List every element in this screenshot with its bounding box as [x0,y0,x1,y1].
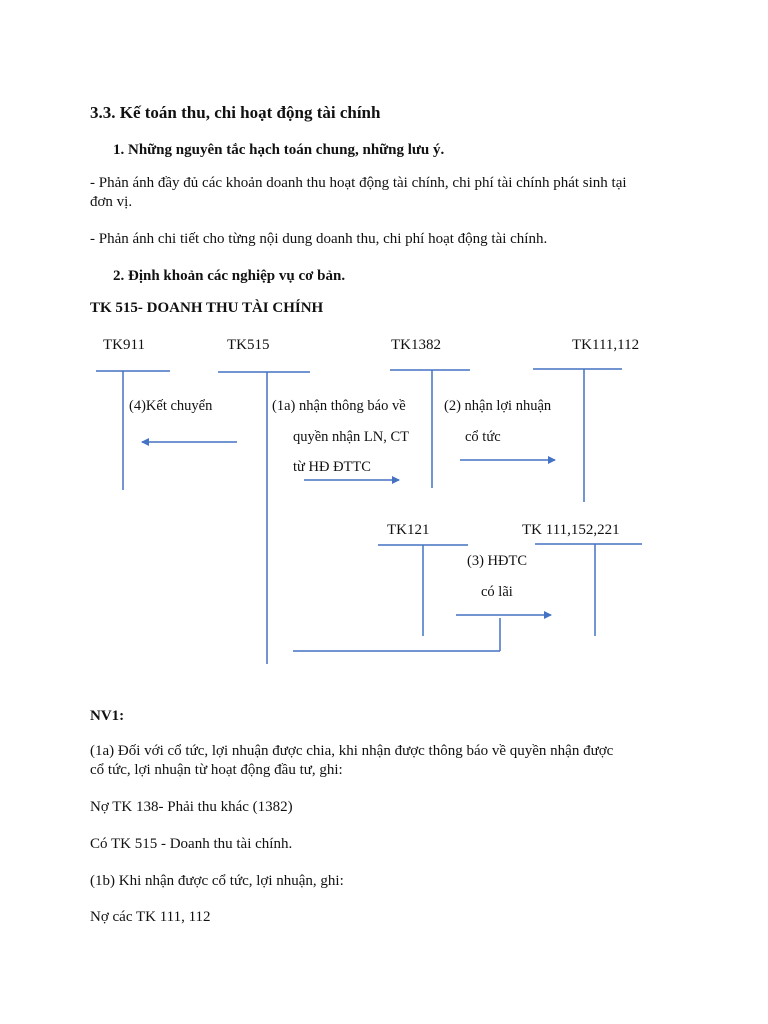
heading-entries: 2. Định khoản các nghiệp vụ cơ bản. [113,268,346,284]
account-label-tk515: TK515 [227,337,270,353]
nv1-credit-entry: Có TK 515 - Doanh thu tài chính. [90,836,293,852]
paragraph-2: - Phản ánh chi tiết cho từng nội dung doanh thu, chi phí hoạt động tài chính. [90,231,548,247]
paragraph-1-line-1: - Phản ánh đầy đủ các khoản doanh thu hoạt động tài chính, chi phí tài chính phát sinh tại [90,175,627,191]
nv1-debit-entry-2: Nợ các TK 111, 112 [90,909,211,925]
note-2-line-2: cổ tức [465,429,501,445]
tk-title: TK 515- DOANH THU TÀI CHÍNH [90,300,324,316]
nv1-1a-line-1: (1a) Đối với cổ tức, lợi nhuận được chia, khi nhận được thông báo về quyền nhận được [90,743,614,759]
nv1-debit-entry: Nợ TK 138- Phải thu khác (1382) [90,799,293,815]
heading-principles: 1. Những nguyên tắc hạch toán chung, những lưu ý. [113,142,445,158]
account-label-tk111-152-221: TK 111,152,221 [522,522,620,538]
note-1a-line-2: quyền nhận LN, CT [293,429,409,445]
note-1a-line-1: (1a) nhận thông báo về [272,398,406,414]
note-1a-line-3: từ HĐ ĐTTC [293,459,371,475]
nv1-1a-line-2: cổ tức, lợi nhuận từ hoạt động đầu tư, ghi: [90,762,343,778]
nv1-1b-text: (1b) Khi nhận được cổ tức, lợi nhuận, ghi: [90,873,344,889]
nv1-title: NV1: [90,708,125,724]
note-3-line-1: (3) HĐTC [467,553,528,569]
note-3-line-2: có lãi [481,584,513,600]
paragraph-1-line-2: đơn vị. [90,194,133,210]
account-label-tk121: TK121 [387,522,430,538]
note-2-line-1: (2) nhận lợi nhuận [444,398,552,414]
account-label-tk911: TK911 [103,337,145,353]
section-title: 3.3. Kế toán thu, chi hoạt động tài chính [90,103,381,122]
account-label-tk111-112: TK111,112 [572,337,640,353]
account-label-tk1382: TK1382 [391,337,441,353]
note-closing-transfer: (4)Kết chuyển [129,398,213,414]
